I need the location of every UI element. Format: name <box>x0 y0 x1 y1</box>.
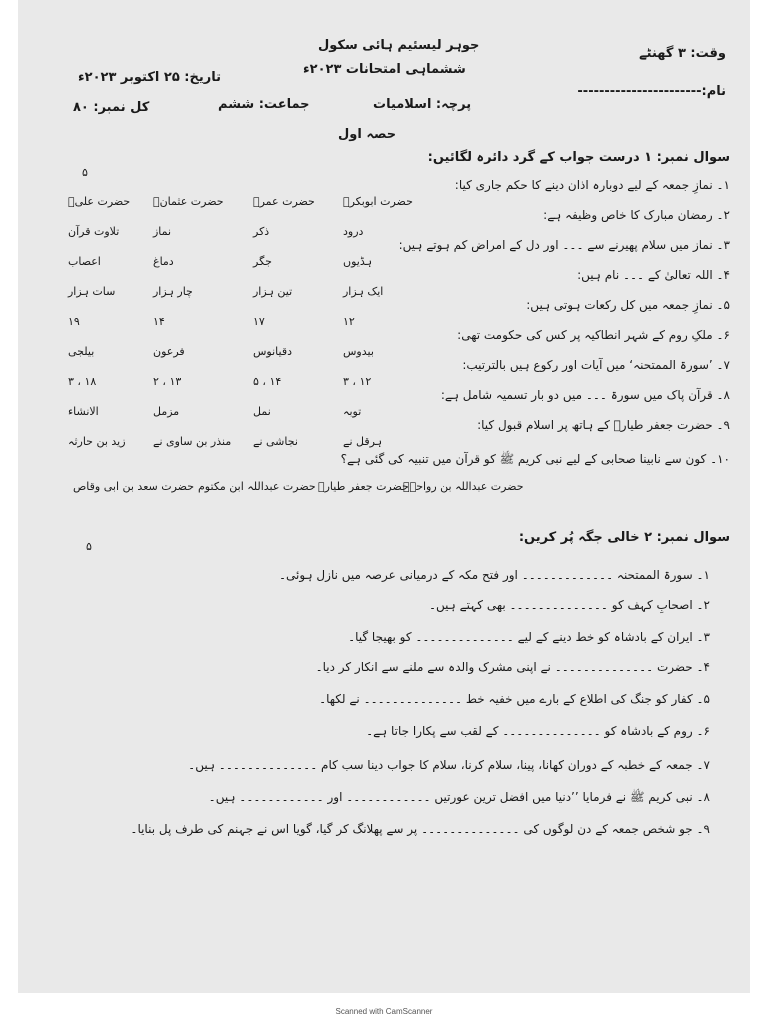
q1-option[interactable]: توبہ <box>343 405 362 418</box>
q1-option[interactable]: نماز <box>153 225 172 238</box>
q1-option[interactable]: الانشاء <box>68 405 99 418</box>
q1-question: ۱۔ نمازِ جمعہ کے لیے دوبارہ اذان دینے کا حکم جاری کیا: <box>454 178 730 192</box>
q1-question: ۱۰۔ کون سے نابینا صحابی کے لیے نبی کریم ﷺ کو قرآن میں تنبیہ کی گئی ہے؟ <box>340 452 730 466</box>
q1-option[interactable]: ۱۲ <box>343 315 355 328</box>
q2-fill-blank-item: ۶۔ روم کے بادشاہ کو ۔۔۔۔۔۔۔۔۔۔۔۔۔۔ کے لقب سے پکارا جاتا ہے۔ <box>366 724 710 738</box>
q1-marks: ۵ <box>82 166 88 179</box>
q1-option[interactable]: ایک ہزار <box>343 285 384 298</box>
q1-question: ۴۔ اللہ تعالیٰ کے ۔۔۔ نام ہیں: <box>577 268 730 282</box>
q1-option[interactable]: اعصاب <box>68 255 101 268</box>
q1-option[interactable]: ذکر <box>253 225 270 238</box>
q1-option[interactable]: درود <box>343 225 364 238</box>
q1-option[interactable]: فرعون <box>153 345 185 358</box>
q2-fill-blank-item: ۸۔ نبی کریم ﷺ نے فرمایا ’’دنیا میں افضل ترین عورتیں ۔۔۔۔۔۔۔۔۔۔۔۔ اور ۔۔۔۔۔۔۔۔۔۔۔۔ ہیں۔ <box>208 790 710 804</box>
q2-fill-blank-item: ۹۔ جو شخص جمعہ کے دن لوگوں کی ۔۔۔۔۔۔۔۔۔۔۔۔۔۔ پر سے پھلانگ کر گیا، گویا اس نے جہنم کی طرف پل بنایا۔ <box>130 822 710 836</box>
q1-option[interactable]: تلاوت قرآن <box>68 225 120 238</box>
school-name: جوہر لیسئیم ہائی سکول <box>318 38 480 53</box>
q1-option[interactable]: نمل <box>253 405 271 418</box>
exam-date: تاریخ: ۲۵ اکتوبر ۲۰۲۳ء <box>78 70 222 85</box>
q1-question: ۷۔ ’سورۃ الممتحنہ‘ میں آیات اور رکوع ہیں بالترتیب: <box>462 358 730 372</box>
q1-option[interactable]: حضرت سعد بن ابی وقاص <box>73 480 194 493</box>
exam-time: وقت: ۳ گھنٹے <box>639 46 726 61</box>
q1-question: ۸۔ قرآن پاک میں سورۃ ۔۔۔ میں دو بار تسمیہ شامل ہے: <box>440 388 730 402</box>
q1-option[interactable]: ہڈیوں <box>343 255 373 268</box>
total-marks: کل نمبر: ۸۰ <box>73 100 150 115</box>
q1-option[interactable]: بیلجی <box>68 345 95 358</box>
q1-option[interactable]: حضرت عبداللہ ابن مکتوم <box>198 480 316 493</box>
exam-paper <box>18 0 750 993</box>
q1-question: ۳۔ نماز میں سلام پھیرنے سے ۔۔۔ اور دل کے امراض کم ہوتے ہیں: <box>398 238 730 252</box>
q1-option[interactable]: مزمل <box>153 405 180 418</box>
q1-question: ۶۔ ملکِ روم کے شہر انطاکیہ پر کس کی حکومت تھی: <box>457 328 730 342</box>
q1-option[interactable]: حضرت جعفر طیارؓ <box>318 480 409 493</box>
section-title: حصہ اول <box>338 127 397 142</box>
q1-option[interactable]: زید بن حارثہ <box>68 435 126 448</box>
q1-option[interactable]: دماغ <box>153 255 174 268</box>
q2-heading: سوال نمبر: ۲ خالی جگہ پُر کریں: <box>518 530 730 545</box>
q1-heading: سوال نمبر: ۱ درست جواب کے گرد دائرہ لگائیں: <box>427 150 730 165</box>
q2-fill-blank-item: ۷۔ جمعہ کے خطبہ کے دوران کھانا، پینا، سلام کرنا، سلام کا جواب دینا سب کام ۔۔۔۔۔۔۔۔۔۔۔۔۔۔ ہیں۔ <box>188 758 710 772</box>
scanner-watermark: Scanned with CamScanner <box>335 1007 433 1016</box>
paper-subject: پرچہ: اسلامیات <box>373 97 472 112</box>
q1-option[interactable]: تین ہزار <box>253 285 293 298</box>
q1-option[interactable]: سات ہزار <box>68 285 116 298</box>
q2-fill-blank-item: ۵۔ کفار کو جنگ کی اطلاع کے بارے میں خفیہ خط ۔۔۔۔۔۔۔۔۔۔۔۔۔۔ نے لکھا۔ <box>319 692 710 706</box>
q2-fill-blank-item: ۱۔ سورۃ الممتحنہ ۔۔۔۔۔۔۔۔۔۔۔۔۔ اور فتح مکہ کے درمیانی عرصہ میں نازل ہوئی۔ <box>279 568 710 582</box>
class-grade: جماعت: ششم <box>218 97 310 112</box>
q1-option[interactable]: ۱۳ ، ۲ <box>153 375 182 388</box>
q1-question: ۲۔ رمضان مبارک کا خاص وظیفہ ہے: <box>543 208 730 222</box>
q1-option[interactable]: ۱۴ <box>153 315 165 328</box>
exam-title: ششماہی امتحانات ۲۰۲۳ء <box>303 62 466 77</box>
q1-option[interactable]: جگر <box>253 255 272 268</box>
q1-option[interactable]: دقیانوس <box>253 345 292 358</box>
q1-option[interactable]: ۱۷ <box>253 315 265 328</box>
q1-option[interactable]: ۱۴ ، ۵ <box>253 375 282 388</box>
q2-marks: ۵ <box>86 540 92 553</box>
q1-option[interactable]: حضرت عمرؓ <box>253 195 315 208</box>
q1-question: ۹۔ حضرت جعفر طیارؓ کے ہاتھ پر اسلام قبول کیا: <box>477 418 730 432</box>
student-name-field: نام:----------------------- <box>577 84 726 99</box>
q1-option[interactable]: بیدوس <box>343 345 374 358</box>
q1-option[interactable]: چار ہزار <box>153 285 193 298</box>
q1-option[interactable]: نجاشی نے <box>253 435 298 448</box>
q1-option[interactable]: ہرقل نے <box>343 435 383 448</box>
q1-question: ۵۔ نمازِ جمعہ میں کل رکعات ہوتی ہیں: <box>526 298 730 312</box>
q1-option[interactable]: حضرت عبداللہ بن رواحہؓ <box>403 480 524 493</box>
q1-option[interactable]: منذر بن ساوی نے <box>153 435 232 448</box>
q1-option[interactable]: ۱۹ <box>68 315 80 328</box>
q2-fill-blank-item: ۳۔ ایران کے بادشاہ کو خط دینے کے لیے ۔۔۔۔۔۔۔۔۔۔۔۔۔۔ کو بھیجا گیا۔ <box>348 630 710 644</box>
q2-fill-blank-item: ۴۔ حضرت ۔۔۔۔۔۔۔۔۔۔۔۔۔۔ نے اپنی مشرک والدہ سے ملنے سے انکار کر دیا۔ <box>315 660 710 674</box>
q2-fill-blank-item: ۲۔ اصحابِ کہف کو ۔۔۔۔۔۔۔۔۔۔۔۔۔۔ بھی کہتے ہیں۔ <box>428 598 710 612</box>
q1-option[interactable]: حضرت ابوبکرؓ <box>343 195 413 208</box>
q1-option[interactable]: حضرت عثمانؓ <box>153 195 224 208</box>
q1-option[interactable]: ۱۸ ، ۳ <box>68 375 97 388</box>
q1-option[interactable]: حضرت علیؓ <box>68 195 131 208</box>
q1-option[interactable]: ۱۲ ، ۳ <box>343 375 372 388</box>
